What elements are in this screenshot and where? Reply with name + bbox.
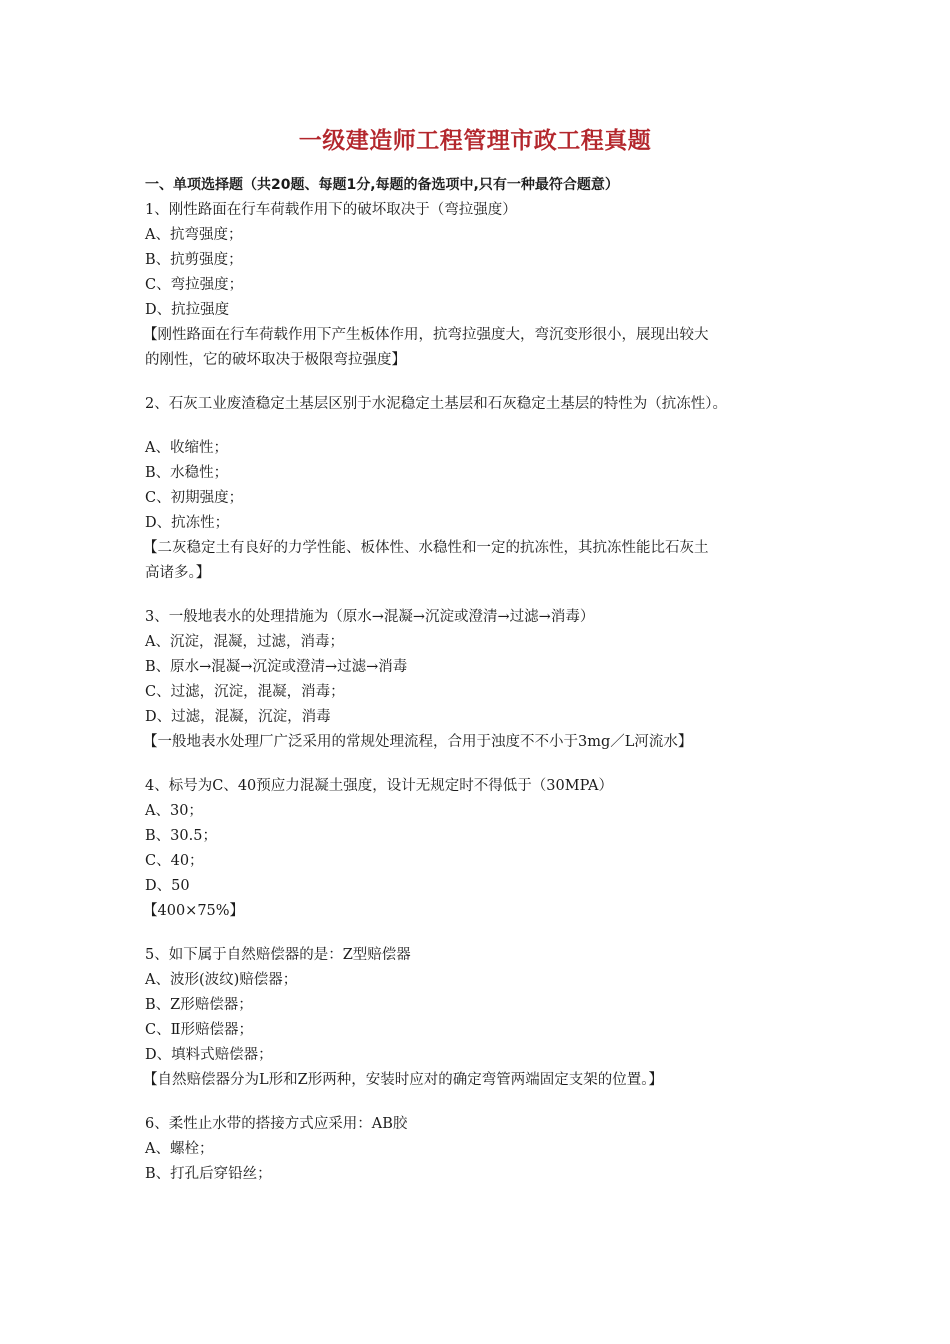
question-1 <box>145 198 835 373</box>
question-6 <box>145 1112 835 1187</box>
option-a: A、螺栓； <box>145 1141 214 1157</box>
question-stem: 5、如下属于自然赔偿器的是：Z型赔偿器 <box>145 947 411 963</box>
question-stem: 2、石灰工业废渣稳定土基层区别于水泥稳定土基层和石灰稳定土基层的特性为（抗冻性）。 <box>145 396 727 412</box>
explanation-line: 高诸多。】 <box>145 565 211 581</box>
document-title: 一级建造师工程管理市政工程真题 <box>298 128 652 154</box>
question-3 <box>145 605 835 755</box>
question-5 <box>145 943 835 1093</box>
explanation-line: 【一般地表水处理厂广泛采用的常规处理流程，合用于浊度不不小于3mg／L河流水】 <box>143 734 693 750</box>
spacer <box>145 373 835 392</box>
spacer <box>145 417 835 436</box>
option-d: D、填料式赔偿器； <box>145 1047 273 1063</box>
spacer <box>145 924 835 943</box>
option-d: D、抗冻性； <box>145 515 230 531</box>
document-body <box>145 173 835 1187</box>
option-a: A、收缩性； <box>145 440 228 456</box>
option-b: B、打孔后穿铅丝； <box>145 1166 272 1182</box>
option-a: A、沉淀，混凝，过滤，消毒； <box>145 634 344 650</box>
question-4 <box>145 774 835 924</box>
question-stem: 4、标号为C、40预应力混凝土强度，设计无规定时不得低于（30MPA） <box>145 778 613 794</box>
option-c: C、弯拉强度； <box>145 277 244 293</box>
option-c: C、Ⅱ形赔偿器； <box>145 1022 253 1038</box>
spacer <box>145 1093 835 1112</box>
option-a: A、波形(波纹)赔偿器； <box>145 972 298 988</box>
option-b: B、抗剪强度； <box>145 252 243 268</box>
option-a: A、30； <box>145 803 203 819</box>
option-c: C、过滤，沉淀，混凝，消毒； <box>145 684 345 700</box>
option-b: B、Z形赔偿器； <box>145 997 253 1013</box>
explanation-line: 【400×75%】 <box>143 903 245 919</box>
option-d: D、抗拉强度 <box>145 302 230 318</box>
question-stem: 3、一般地表水的处理措施为（原水→混凝→沉淀或澄清→过滤→消毒） <box>145 609 595 625</box>
section-heading: 一、单项选择题（共20题、每题1分,每题的备选项中,只有一种最符合题意） <box>145 177 619 193</box>
option-d: D、过滤，混凝，沉淀，消毒 <box>145 709 331 725</box>
option-c: C、初期强度； <box>145 490 244 506</box>
question-stem: 1、刚性路面在行车荷载作用下的破坏取决于（弯拉强度） <box>145 202 517 218</box>
option-b: B、水稳性； <box>145 465 229 481</box>
option-b: B、30.5； <box>145 828 217 844</box>
explanation-line: 【二灰稳定土有良好的力学性能、板体性、水稳性和一定的抗冻性，其抗冻性能比石灰土 <box>143 540 709 556</box>
question-2 <box>145 392 835 586</box>
spacer <box>145 755 835 774</box>
question-stem: 6、柔性止水带的搭接方式应采用：AB胶 <box>145 1116 408 1132</box>
option-b: B、原水→混凝→沉淀或澄清→过滤→消毒 <box>145 659 408 675</box>
option-a: A、抗弯强度； <box>145 227 243 243</box>
explanation-line: 【刚性路面在行车荷载作用下产生板体作用，抗弯拉强度大，弯沉变形很小，展现出较大 <box>143 327 709 343</box>
explanation-line: 的刚性，它的破坏取决于极限弯拉强度】 <box>145 352 406 368</box>
spacer <box>145 586 835 605</box>
option-c: C、40； <box>145 853 204 869</box>
option-d: D、50 <box>145 878 190 894</box>
explanation-line: 【自然赔偿器分为L形和Z形两种，安装时应对的确定弯管两端固定支架的位置。】 <box>143 1072 663 1088</box>
